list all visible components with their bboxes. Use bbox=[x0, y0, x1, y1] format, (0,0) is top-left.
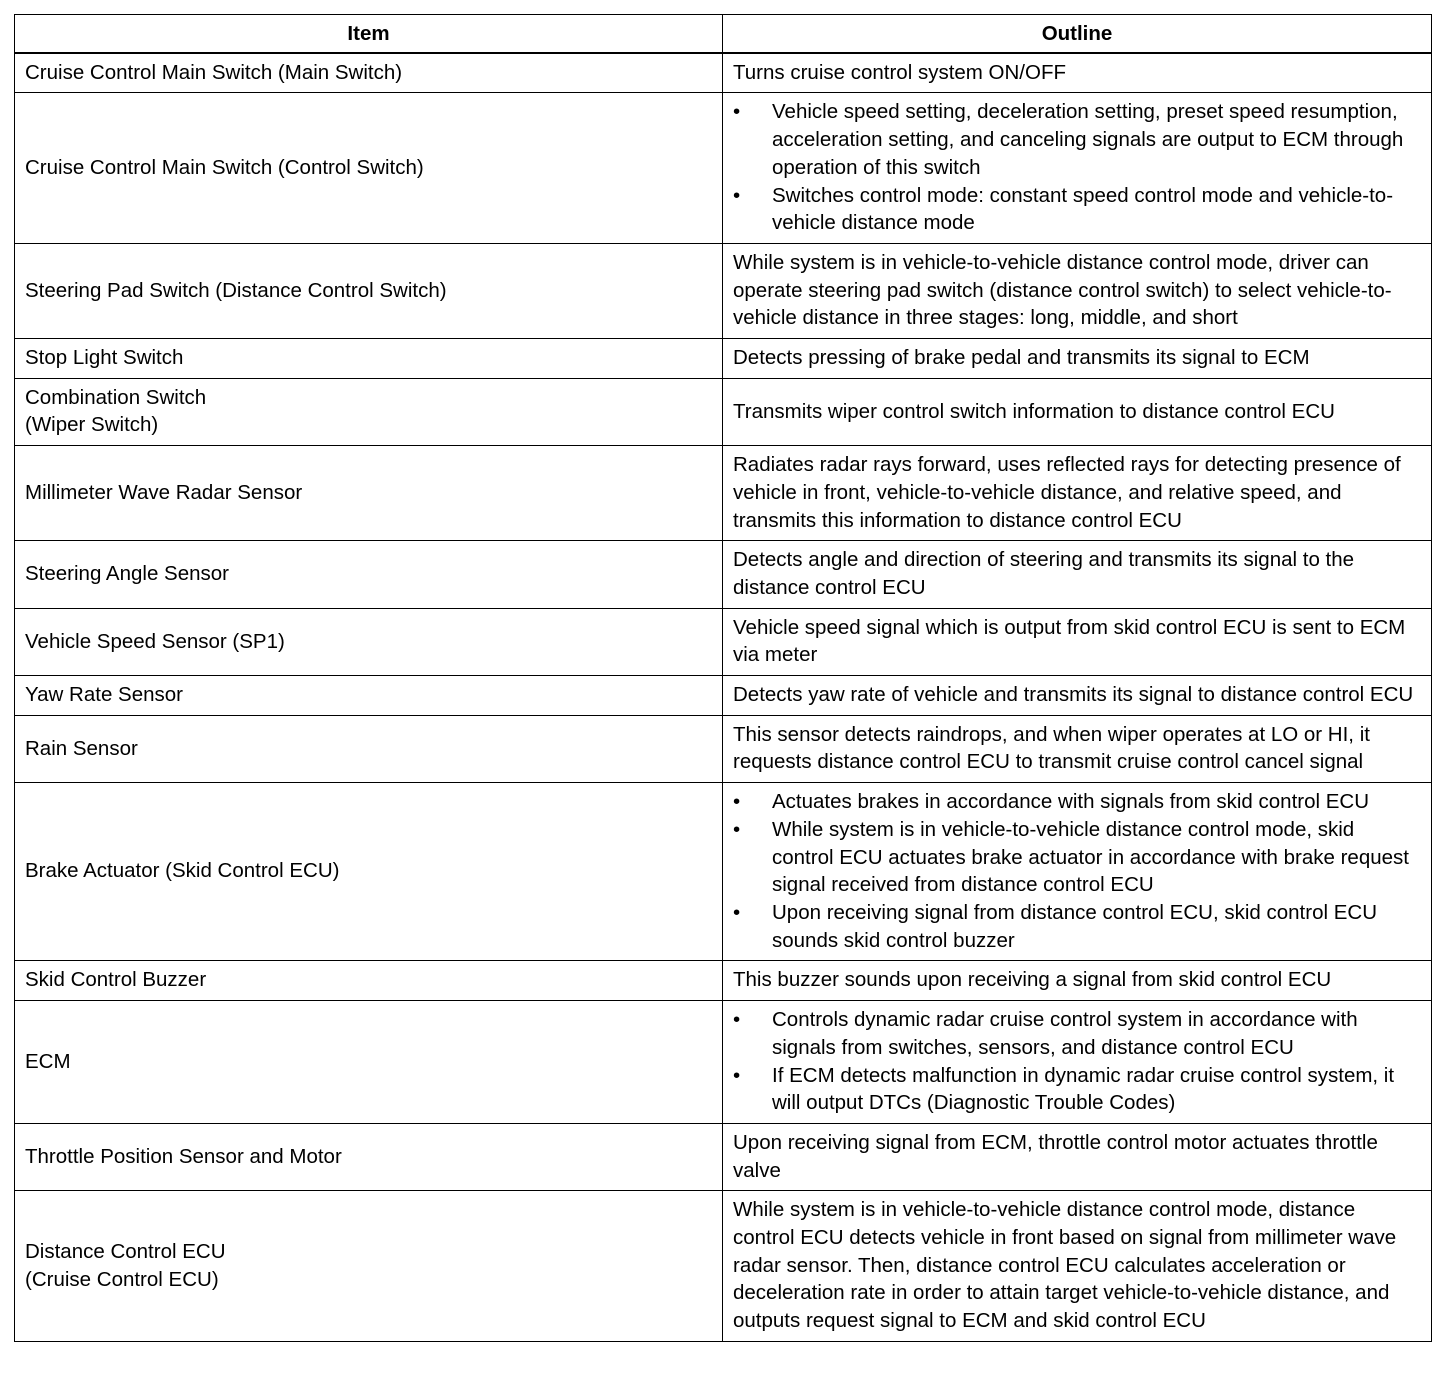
outline-text: Transmits wiper control switch information to distance control ECU bbox=[733, 399, 1335, 423]
outline-bullet-item bbox=[733, 1006, 1421, 1061]
outline-text: Upon receiving signal from ECM, throttle control motor actuates throttle valve bbox=[733, 1130, 1378, 1182]
outline-bullet-text: Actuates brakes in accordance with signals from skid control ECU bbox=[772, 790, 1370, 814]
item-cell bbox=[15, 378, 723, 445]
item-name: Cruise Control Main Switch (Main Switch) bbox=[25, 60, 403, 84]
outline-bullet-text: If ECM detects malfunction in dynamic radar cruise control system, it will output DTCs (Diagnostic Trouble Codes) bbox=[772, 1063, 1395, 1115]
item-name: Cruise Control Main Switch (Control Switch) bbox=[25, 155, 424, 179]
outline-cell bbox=[723, 676, 1432, 716]
table-row bbox=[15, 783, 1432, 961]
item-name: Brake Actuator (Skid Control ECU) bbox=[25, 859, 340, 883]
outline-text: Radiates radar rays forward, uses reflected rays for detecting presence of vehicle in front, vehicle-to-vehicle distance, and relative speed, and transmits this information to distance control ECU bbox=[733, 453, 1401, 532]
bullet-icon: • bbox=[733, 1008, 741, 1032]
item-cell bbox=[15, 961, 723, 1001]
item-cell bbox=[15, 676, 723, 716]
outline-text: Turns cruise control system ON/OFF bbox=[733, 60, 1066, 84]
outline-bullet-text: Switches control mode: constant speed control mode and vehicle-to-vehicle distance mode bbox=[772, 183, 1394, 235]
item-name: ECM bbox=[25, 1049, 71, 1073]
bullet-icon: • bbox=[733, 817, 741, 841]
outline-cell bbox=[723, 378, 1432, 445]
outline-cell bbox=[723, 961, 1432, 1001]
item-name: Steering Angle Sensor bbox=[25, 562, 229, 586]
bullet-icon: • bbox=[733, 900, 741, 924]
item-cell bbox=[15, 608, 723, 675]
table-row bbox=[15, 446, 1432, 541]
outline-bullet-item bbox=[733, 788, 1421, 816]
item-cell bbox=[15, 339, 723, 379]
table-header-row bbox=[15, 15, 1432, 53]
table-row bbox=[15, 541, 1432, 608]
outline-bullet-text: While system is in vehicle-to-vehicle distance control mode, skid control ECU actuates brake actuator in accordance with brake request signal received from distance control ECU bbox=[772, 817, 1409, 897]
item-name: Stop Light Switch bbox=[25, 346, 184, 370]
item-cell bbox=[15, 243, 723, 338]
outline-cell bbox=[723, 715, 1432, 782]
item-cell bbox=[15, 1001, 723, 1124]
item-name: Yaw Rate Sensor bbox=[25, 683, 184, 707]
outline-cell bbox=[723, 446, 1432, 541]
table-row bbox=[15, 1001, 1432, 1124]
outline-text: This buzzer sounds upon receiving a signal from skid control ECU bbox=[733, 968, 1332, 992]
bullet-icon: • bbox=[733, 1063, 741, 1087]
item-cell bbox=[15, 93, 723, 244]
item-name: Rain Sensor bbox=[25, 736, 138, 760]
outline-cell bbox=[723, 243, 1432, 338]
outline-text: Detects pressing of brake pedal and transmits its signal to ECM bbox=[733, 346, 1310, 370]
table-row bbox=[15, 243, 1432, 338]
table-row bbox=[15, 715, 1432, 782]
table-row bbox=[15, 378, 1432, 445]
table-row bbox=[15, 53, 1432, 93]
table-row bbox=[15, 1123, 1432, 1190]
table-row bbox=[15, 961, 1432, 1001]
component-outline-table bbox=[14, 14, 1432, 1342]
item-name: Skid Control Buzzer bbox=[25, 968, 207, 992]
outline-text: While system is in vehicle-to-vehicle distance control mode, distance control ECU detects vehicle in front based on signal from millimeter wave radar sensor. Then, distance control ECU calculates acceleration or deceleration rate in order to attain target vehicle-to-vehicle distance, and outputs request signal to ECM and skid control ECU bbox=[733, 1198, 1397, 1333]
outline-cell bbox=[723, 608, 1432, 675]
item-cell bbox=[15, 541, 723, 608]
item-name: Distance Control ECU (Cruise Control ECU) bbox=[25, 1239, 226, 1291]
outline-bullet-item bbox=[733, 1062, 1421, 1117]
outline-bullet-item bbox=[733, 899, 1421, 954]
item-cell bbox=[15, 53, 723, 93]
item-cell bbox=[15, 1123, 723, 1190]
outline-bullet-item bbox=[733, 98, 1421, 181]
item-cell bbox=[15, 446, 723, 541]
table-row bbox=[15, 93, 1432, 244]
header-item: Item bbox=[15, 15, 723, 53]
outline-cell bbox=[723, 783, 1432, 961]
outline-text: Detects angle and direction of steering and transmits its signal to the distance control ECU bbox=[733, 548, 1355, 599]
outline-cell bbox=[723, 1001, 1432, 1124]
outline-text: Vehicle speed signal which is output from skid control ECU is sent to ECM via meter bbox=[733, 615, 1406, 667]
outline-bullet-list bbox=[733, 98, 1421, 237]
outline-text: Detects yaw rate of vehicle and transmits its signal to distance control ECU bbox=[733, 683, 1414, 707]
table-row bbox=[15, 608, 1432, 675]
header-outline: Outline bbox=[723, 15, 1432, 53]
table-row bbox=[15, 339, 1432, 379]
outline-text: This sensor detects raindrops, and when wiper operates at LO or HI, it requests distance control ECU to transmit cruise control cancel signal bbox=[733, 722, 1370, 774]
outline-bullet-text: Controls dynamic radar cruise control system in accordance with signals from switches, sensors, and distance control ECU bbox=[772, 1008, 1358, 1059]
item-name: Throttle Position Sensor and Motor bbox=[25, 1144, 342, 1168]
outline-bullet-text: Upon receiving signal from distance control ECU, skid control ECU sounds skid control buzzer bbox=[772, 900, 1378, 952]
outline-cell bbox=[723, 1191, 1432, 1342]
outline-bullet-list bbox=[733, 1006, 1421, 1117]
outline-bullet-item bbox=[733, 182, 1421, 237]
item-name: Vehicle Speed Sensor (SP1) bbox=[25, 629, 285, 653]
item-cell bbox=[15, 1191, 723, 1342]
outline-cell bbox=[723, 93, 1432, 244]
outline-cell bbox=[723, 53, 1432, 93]
outline-cell bbox=[723, 339, 1432, 379]
outline-bullet-item bbox=[733, 816, 1421, 899]
outline-bullet-list bbox=[733, 788, 1421, 954]
bullet-icon: • bbox=[733, 100, 741, 124]
outline-bullet-text: Vehicle speed setting, deceleration setting, preset speed resumption, acceleration setting, and canceling signals are output to ECM through operation of this switch bbox=[772, 100, 1404, 179]
item-cell bbox=[15, 715, 723, 782]
table-row bbox=[15, 1191, 1432, 1342]
table-row bbox=[15, 676, 1432, 716]
item-name: Millimeter Wave Radar Sensor bbox=[25, 480, 303, 504]
item-name: Steering Pad Switch (Distance Control Switch) bbox=[25, 278, 447, 302]
outline-cell bbox=[723, 1123, 1432, 1190]
item-cell bbox=[15, 783, 723, 961]
bullet-icon: • bbox=[733, 183, 741, 207]
bullet-icon: • bbox=[733, 790, 741, 814]
outline-cell bbox=[723, 541, 1432, 608]
outline-text: While system is in vehicle-to-vehicle distance control mode, driver can operate steering pad switch (distance control switch) to select vehicle-to-vehicle distance in three stages: long, middle, and short bbox=[733, 250, 1392, 330]
table-body bbox=[15, 53, 1432, 1342]
item-name: Combination Switch (Wiper Switch) bbox=[25, 385, 207, 437]
